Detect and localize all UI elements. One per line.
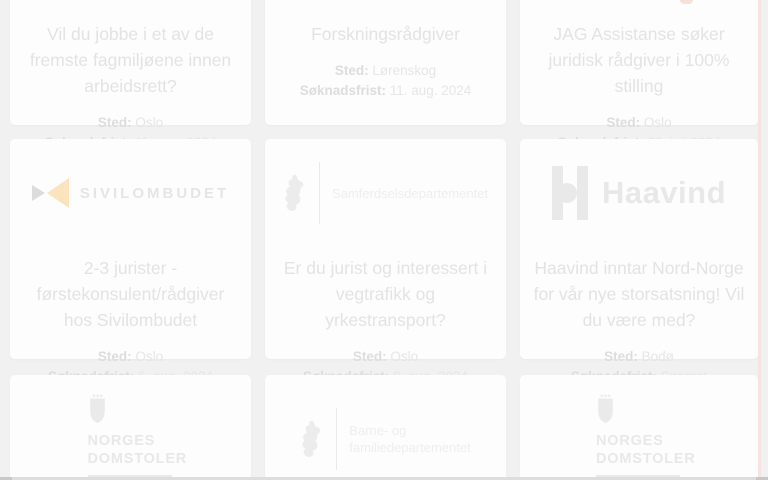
job-title: Forskningsrådgiver <box>311 24 460 44</box>
job-card[interactable] <box>265 0 506 125</box>
job-title: Vil du jobbe i et av de fremste fagmiljøene innen arbeidsrett? <box>29 24 232 96</box>
job-card[interactable] <box>265 139 506 364</box>
sted-label: Sted: <box>604 349 638 364</box>
department-name <box>349 422 470 456</box>
sivilombudet-logo <box>10 157 251 229</box>
norwegian-lion-icon <box>300 418 324 460</box>
sted-value: Lørenskog <box>372 63 437 78</box>
court-shield-icon <box>596 393 615 424</box>
sted-label: Sted: <box>334 63 369 78</box>
right-edge-accent <box>758 0 761 477</box>
frist-label: Søknadsfrist: <box>299 82 386 98</box>
sted-value: Oslo <box>390 349 419 364</box>
barne-og-familiedepartementet-logo <box>265 408 506 470</box>
logo-divider <box>319 162 320 224</box>
norwegian-lion-icon <box>283 172 307 214</box>
logo-divider <box>336 408 337 470</box>
sted-value: Oslo <box>135 349 164 364</box>
job-card[interactable] <box>265 375 506 480</box>
norges-domstoler-logo <box>596 393 696 478</box>
haavind-logo-text: Haavind <box>601 175 727 210</box>
job-title: JAG Assistanse søker juridisk rådgiver i 100% stilling <box>548 24 730 96</box>
norges-domstoler-logo <box>87 393 188 478</box>
sted-label: Sted: <box>352 349 387 364</box>
job-card[interactable] <box>520 139 758 364</box>
sted-value: Oslo <box>643 115 672 130</box>
sted-label: Sted: <box>606 115 641 130</box>
sted-value: Oslo <box>135 115 164 130</box>
job-card[interactable] <box>520 375 758 480</box>
sted-label: Sted: <box>97 349 132 364</box>
job-title: 2-3 jurister - førstekonsulent/rådgiver hos Sivilombudet <box>36 258 225 330</box>
samferdselsdepartementet-logo <box>265 157 506 229</box>
sivilombudet-logo-text: SIVILOMBUDET <box>79 184 230 202</box>
job-card[interactable] <box>10 139 251 364</box>
job-card[interactable] <box>520 0 758 130</box>
sted-label: Sted: <box>97 115 132 130</box>
job-title: Er du jurist og interessert i vegtrafikk og yrkestransport? <box>283 258 488 330</box>
logo-line2: DOMSTOLER <box>596 451 696 467</box>
logo-line1: Barne- og <box>349 423 407 438</box>
sivilombudet-arrows-icon <box>32 178 69 208</box>
logo-line2: DOMSTOLER <box>87 451 188 467</box>
department-name: Samferdselsdepartementet <box>331 185 489 201</box>
haavind-h-icon <box>552 166 588 220</box>
job-card[interactable] <box>10 0 251 130</box>
sted-value: Bodø <box>641 349 674 364</box>
court-shield-icon <box>88 393 107 424</box>
haavind-logo <box>520 157 758 229</box>
jag-logo-remnant-icon <box>680 0 693 4</box>
frist-value: 11. aug. 2024 <box>389 82 472 98</box>
job-title: Haavind inntar Nord-Norge for vår nye storsatsning! Vil du være med? <box>533 258 745 330</box>
logo-line1: NORGES <box>596 433 664 449</box>
job-meta <box>265 61 506 100</box>
logo-line1: NORGES <box>87 433 156 449</box>
logo-line2: familiedepartementet <box>349 440 471 455</box>
job-card[interactable] <box>10 375 251 480</box>
